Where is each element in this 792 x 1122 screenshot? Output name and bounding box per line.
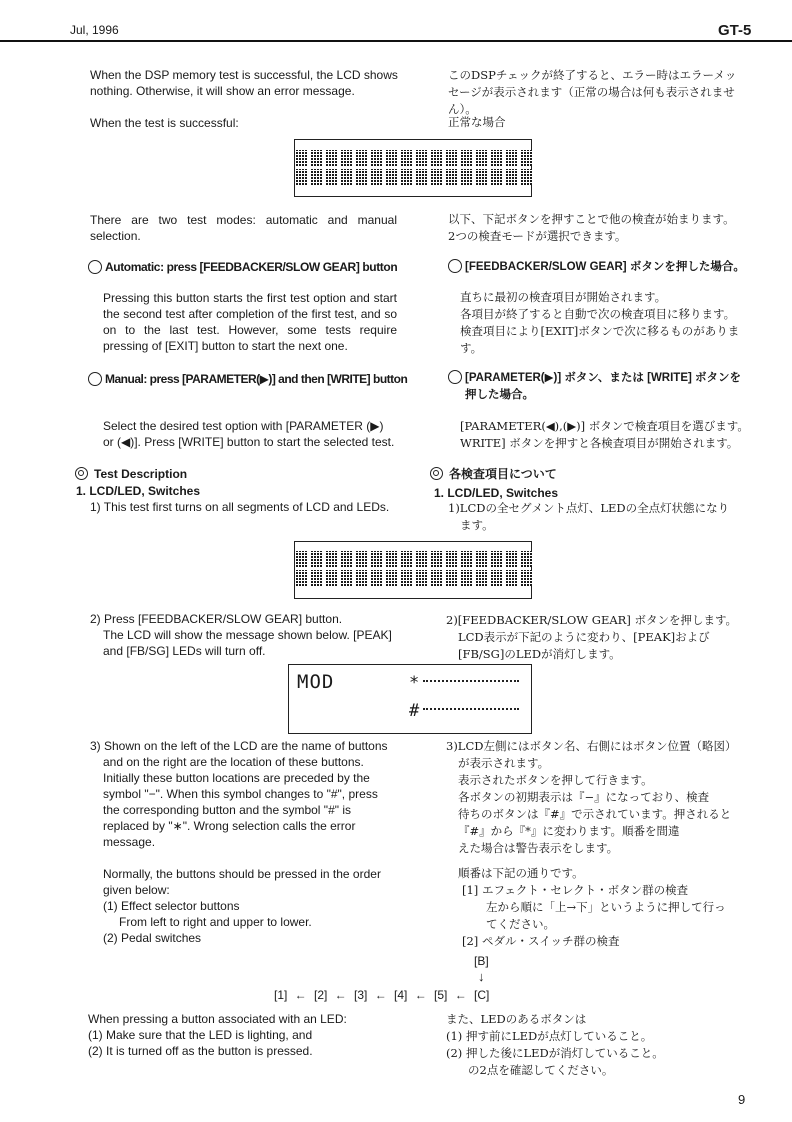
- lcd-character-cell: [416, 551, 428, 567]
- lcd-character-cell: [371, 150, 383, 166]
- lcd-character-cell: [356, 570, 368, 586]
- lcd-character-cell: [311, 551, 323, 567]
- lcd-character-cell: [491, 570, 503, 586]
- step3-jp: 3)LCD左側にはボタン名、右側にはボタン位置（略図） が表示されます。 表示されたボタンを押して行きます。 各ボタンの初期表示は『−』になっており、検査 待ちのボタンは『#』で示されています。押されると 『#』から『*』に変わります。順番を間違 えた場合は警告表示をします。: [446, 739, 737, 855]
- lcd-character-cell: [416, 169, 428, 185]
- lcd-character-cell: [326, 570, 338, 586]
- lcd-character-cell: [446, 551, 458, 567]
- lcd-character-cell: [476, 551, 488, 567]
- lcd-character-cell: [341, 570, 353, 586]
- manual-en-paragraph: Select the desired test option with [PARAMETER (▶) or (◀)]. Press [WRITE] button to start the selected test.: [103, 419, 395, 449]
- lcd-character-cell: [521, 150, 533, 166]
- test-description-en-heading: Test Description: [75, 466, 187, 482]
- lcd-character-cell: [386, 169, 398, 185]
- lcd-character-cell: [356, 150, 368, 166]
- lcd-character-cell: [461, 150, 473, 166]
- intro-jp-paragraph: このDSPチェックが終了すると、エラー時はエラーメッ セージが表示されます（正常の場合は何も表示されませ ん）。: [448, 68, 737, 116]
- double-circle-icon: [430, 467, 443, 480]
- circle-icon: [88, 372, 102, 386]
- lcd-character-cell: [446, 169, 458, 185]
- lcd-segment-grid: [296, 150, 533, 185]
- lcd-character-cell: [296, 169, 308, 185]
- intro-en-paragraph: When the DSP memory test is successful, the LCD shows nothing. Otherwise, it will show an error message.: [90, 68, 398, 98]
- step1-jp: 1)LCDの全セグメント点灯、LEDの全点灯状態になり ます。: [448, 501, 730, 532]
- lcd-row1-location: *: [409, 673, 519, 693]
- lcd-character-cell: [371, 570, 383, 586]
- lcd-character-cell: [296, 150, 308, 166]
- lcd-character-cell: [371, 169, 383, 185]
- automatic-jp-heading: [FEEDBACKER/SLOW GEAR] ボタンを押した場合。: [448, 259, 745, 276]
- lcd-character-cell: [491, 150, 503, 166]
- lcd-character-cell: [431, 551, 443, 567]
- lcd-led-switches-en-subheading: 1. LCD/LED, Switches: [76, 484, 201, 498]
- lcd-button-name: MOD: [297, 671, 335, 693]
- lcd-character-cell: [431, 169, 443, 185]
- lcd-all-segments-display: [294, 541, 532, 599]
- automatic-jp-paragraph: 直ちに最初の検査項目が開始されます。 各項目が終了すると自動で次の検査項目に移ります。 検査項目により[EXIT]ボタンで次に移るものがありま す。: [460, 290, 740, 355]
- lcd-character-cell: [476, 570, 488, 586]
- circle-icon: [448, 259, 462, 273]
- lcd-character-cell: [476, 169, 488, 185]
- lcd-character-cell: [356, 169, 368, 185]
- lcd-character-cell: [341, 551, 353, 567]
- lcd-character-cell: [521, 551, 533, 567]
- header-date: Jul, 1996: [70, 23, 119, 37]
- lcd-character-cell: [296, 570, 308, 586]
- double-circle-icon: [75, 467, 88, 480]
- order-en: Normally, the buttons should be pressed in the order given below: (1) Effect selector buttons From left to right and upper to lower. (2) Pedal switches: [103, 867, 381, 945]
- order-jp: 順番は下記の通りです。 [1] エフェクト・セレクト・ボタン群の検査 左から順に「上→下」というように押して行っ てください。 [2] ペダル・スイッチ群の検査: [458, 866, 726, 948]
- lcd-character-cell: [371, 551, 383, 567]
- lcd-character-cell: [311, 169, 323, 185]
- lcd-character-cell: [401, 570, 413, 586]
- lcd-character-cell: [326, 551, 338, 567]
- lcd-character-cell: [521, 169, 533, 185]
- lcd-character-cell: [416, 150, 428, 166]
- lcd-message-display: [288, 664, 532, 734]
- lcd-character-cell: [461, 169, 473, 185]
- lcd-character-cell: [446, 570, 458, 586]
- down-arrow-icon: ↓: [478, 969, 485, 984]
- lcd-character-cell: [386, 551, 398, 567]
- sequence-order-line: [1] ← [2] ← [3] ← [4] ← [5] ← [C]: [274, 988, 490, 1002]
- automatic-en-paragraph: Pressing this button starts the first test option and start the second test after completion of the first test, and so on to the last test. However, some tests require pressing of [EXIT] button to start the next one.: [103, 291, 397, 353]
- lcd-character-cell: [356, 551, 368, 567]
- lcd-character-cell: [311, 570, 323, 586]
- lcd-character-cell: [311, 150, 323, 166]
- lcd-character-cell: [506, 570, 518, 586]
- lcd-character-cell: [506, 169, 518, 185]
- manual-jp-paragraph: [PARAMETER(◀),(▶)] ボタンで検査項目を選びます。 WRITE] ボタンを押すと各検査項目が開始されます。: [460, 419, 749, 450]
- led-check-jp: また、LEDのあるボタンは (1) 押す前にLEDが点灯していること。 (2) 押した後にLEDが消灯していること。 の2点を確認してください。: [446, 1012, 664, 1077]
- lcd-character-cell: [521, 570, 533, 586]
- lcd-segment-grid: [296, 551, 533, 586]
- circle-icon: [448, 370, 462, 384]
- sequence-b-label: [B]: [474, 954, 489, 968]
- lcd-character-cell: [461, 570, 473, 586]
- lcd-character-cell: [401, 551, 413, 567]
- lcd-row2-location: #: [409, 701, 519, 721]
- header-model: GT-5: [718, 22, 752, 39]
- step3-en: 3) Shown on the left of the LCD are the name of buttons and on the right are the location of these buttons. Initially these button locations are preceded by the symbol "−". When this symbol changes to "#", press the corresponding button and the symbol "#" is replaced by "∗". Wrong selection calls the error message.: [90, 739, 388, 849]
- step1-en: 1) This test first turns on all segments of LCD and LEDs.: [90, 500, 390, 514]
- led-check-en: When pressing a button associated with an LED: (1) Make sure that the LED is lighting, and (2) It is turned off as the button is pressed.: [88, 1012, 347, 1058]
- manual-en-heading: Manual: press [PARAMETER(▶)] and then [WRITE] button: [88, 371, 407, 387]
- lcd-character-cell: [386, 150, 398, 166]
- lcd-character-cell: [326, 169, 338, 185]
- page-number: 9: [738, 1092, 746, 1107]
- lcd-all-segments-display: [294, 139, 532, 197]
- lcd-character-cell: [461, 551, 473, 567]
- lcd-character-cell: [386, 570, 398, 586]
- lcd-character-cell: [401, 150, 413, 166]
- intro-en-success: When the test is successful:: [90, 116, 239, 130]
- header-rule: [0, 40, 792, 42]
- lcd-character-cell: [341, 150, 353, 166]
- lcd-character-cell: [341, 169, 353, 185]
- modes-jp-paragraph: 以下、下記ボタンを押すことで他の検査が始まります。 2つの検査モードが選択できます。: [448, 212, 735, 243]
- lcd-character-cell: [431, 570, 443, 586]
- lcd-character-cell: [446, 150, 458, 166]
- lcd-character-cell: [506, 551, 518, 567]
- lcd-led-switches-jp-subheading: 1. LCD/LED, Switches: [434, 486, 559, 500]
- lcd-character-cell: [491, 169, 503, 185]
- lcd-character-cell: [476, 150, 488, 166]
- lcd-character-cell: [491, 551, 503, 567]
- modes-en-paragraph: There are two test modes: automatic and manual selection.: [90, 213, 397, 243]
- lcd-character-cell: [416, 570, 428, 586]
- intro-jp-success: 正常な場合: [448, 115, 506, 129]
- automatic-en-heading: Automatic: press [FEEDBACKER/SLOW GEAR] button: [88, 259, 397, 275]
- step2-en: 2) Press [FEEDBACKER/SLOW GEAR] button. The LCD will show the message shown below. [PEAK] and [FB/SG] LEDs will turn off.: [90, 612, 392, 658]
- lcd-character-cell: [401, 169, 413, 185]
- lcd-character-cell: [326, 150, 338, 166]
- lcd-character-cell: [506, 150, 518, 166]
- step2-jp: 2)[FEEDBACKER/SLOW GEAR] ボタンを押します。 LCD表示が下記のように変わり、[PEAK]および [FB/SG]のLEDが消灯します。: [446, 613, 738, 661]
- test-description-jp-heading: 各検査項目について: [430, 466, 557, 482]
- manual-jp-heading: [PARAMETER(▶)] ボタン、または [WRITE] ボタンを 押した場合。: [448, 370, 758, 404]
- lcd-character-cell: [431, 150, 443, 166]
- circle-icon: [88, 260, 102, 274]
- lcd-character-cell: [296, 551, 308, 567]
